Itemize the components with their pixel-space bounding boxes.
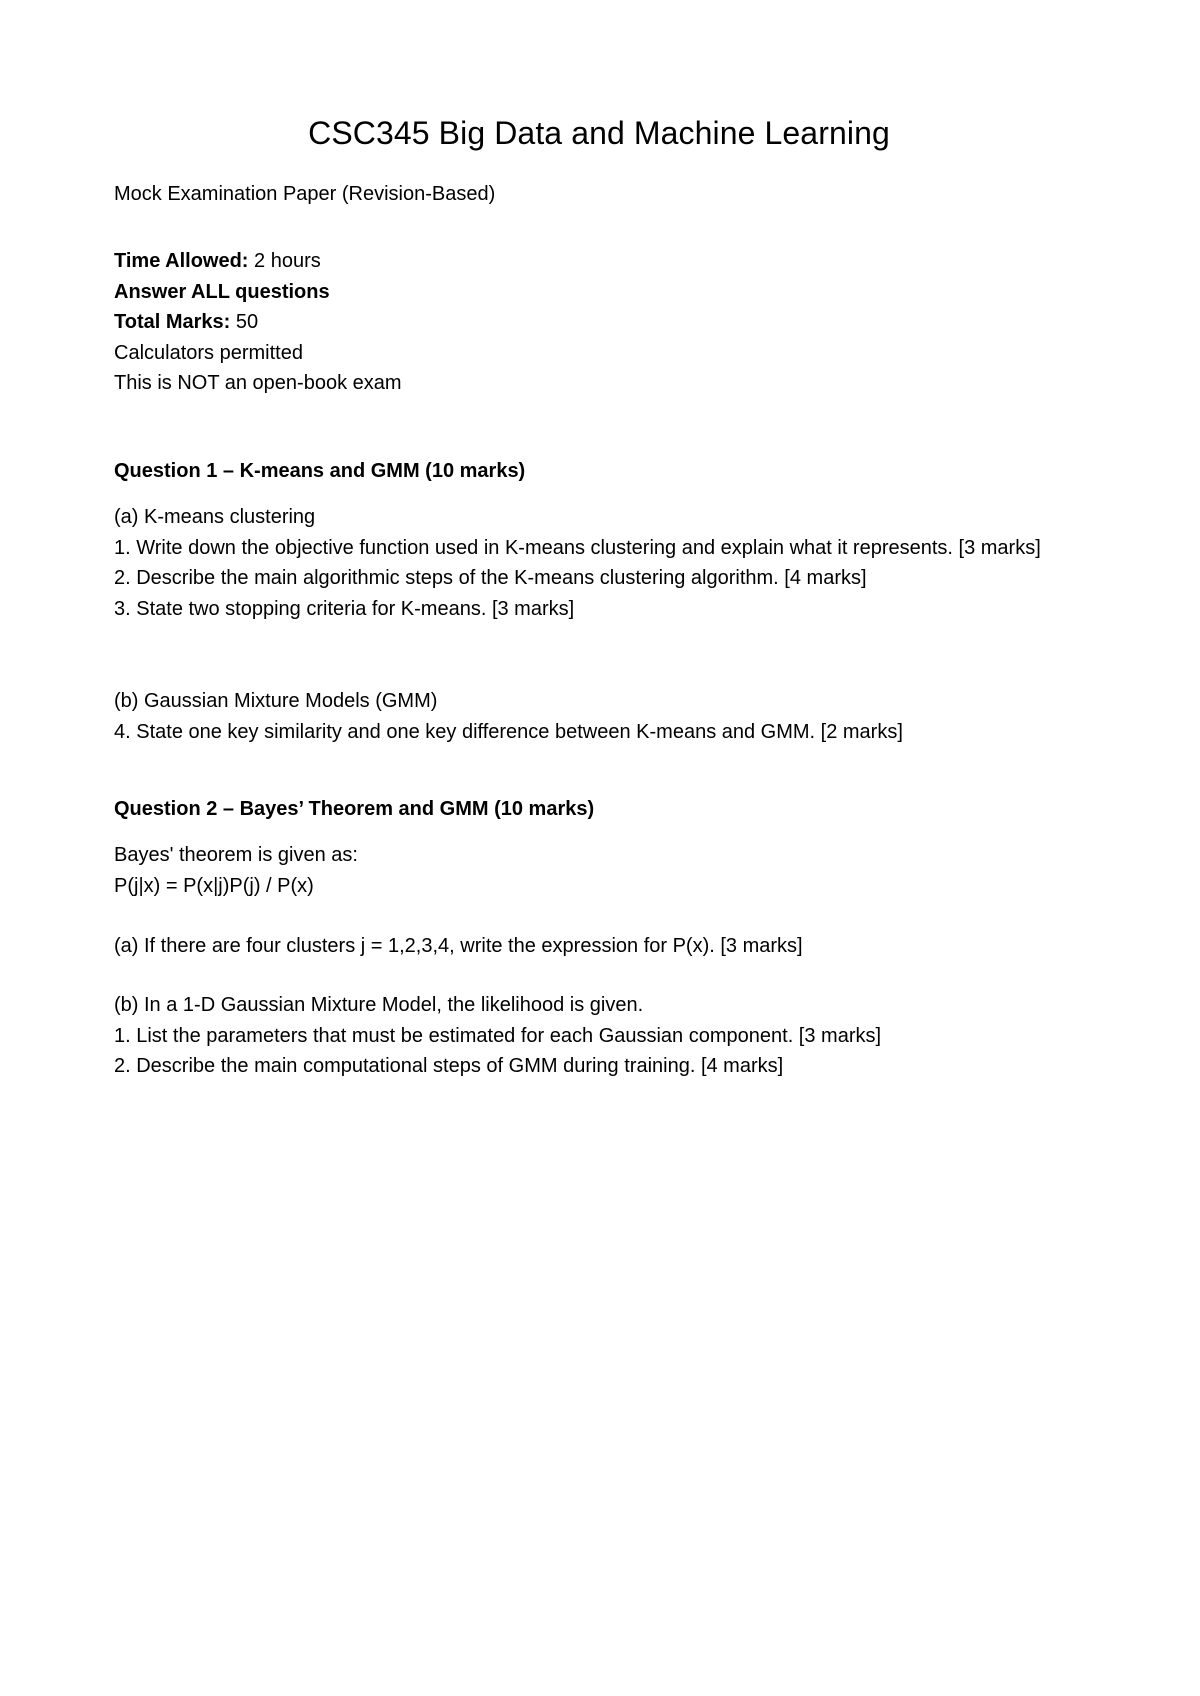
question-1-part-a [114, 502, 1084, 624]
q1-item-4: 4. State one key similarity and one key difference between K-means and GMM. [2 marks] [114, 720, 903, 743]
question-1-heading: Question 1 – K-means and GMM (10 marks) [114, 460, 526, 482]
q1-item-3: 3. State two stopping criteria for K-means. [3 marks] [114, 597, 575, 620]
q2-item-1: 1. List the parameters that must be estimated for each Gaussian component. [3 marks] [114, 1024, 882, 1047]
calculators-note: Calculators permitted [114, 341, 303, 364]
answer-all-instruction: Answer ALL questions [114, 280, 330, 303]
q1-item-2: 2. Describe the main algorithmic steps of the K-means clustering algorithm. [4 marks] [114, 567, 867, 589]
time-allowed-label: Time Allowed: [114, 250, 249, 272]
q1-part-b-title: (b) Gaussian Mixture Models (GMM) [114, 690, 438, 712]
q1-part-a-title: (a) K-means clustering [114, 506, 316, 528]
question-1-heading-block [114, 456, 1084, 487]
question-2-intro [114, 840, 1084, 901]
total-marks [114, 307, 1084, 338]
question-1-part-b [114, 686, 1084, 747]
question-2-part-a [114, 931, 1084, 962]
time-allowed-value: 2 hours [248, 250, 321, 272]
q2-formula: P(j|x) = P(x|j)P(j) / P(x) [114, 874, 314, 897]
question-2-heading: Question 2 – Bayes’ Theorem and GMM (10 marks) [114, 798, 595, 820]
q2-item-2: 2. Describe the main computational steps of GMM during training. [4 marks] [114, 1055, 784, 1077]
exam-info-block [114, 246, 1084, 399]
time-allowed [114, 246, 1084, 277]
q2-part-a: (a) If there are four clusters j = 1,2,3,4, write the expression for P(x). [3 marks] [114, 935, 803, 957]
q2-part-b-title: (b) In a 1-D Gaussian Mixture Model, the likelihood is given. [114, 994, 644, 1016]
question-2-heading-block [114, 794, 1084, 825]
q2-intro: Bayes' theorem is given as: [114, 844, 358, 866]
q1-item-1: 1. Write down the objective function used in K-means clustering and explain what it represents. [3 marks] [114, 536, 1041, 559]
exam-subtitle-block [114, 179, 1084, 210]
total-marks-value: 50 [230, 311, 259, 333]
total-marks-label: Total Marks: [114, 311, 231, 333]
exam-subtitle: Mock Examination Paper (Revision-Based) [114, 183, 496, 205]
open-book-note: This is NOT an open-book exam [114, 372, 402, 394]
question-2-part-b [114, 990, 1084, 1082]
page-title: CSC345 Big Data and Machine Learning [308, 115, 890, 151]
